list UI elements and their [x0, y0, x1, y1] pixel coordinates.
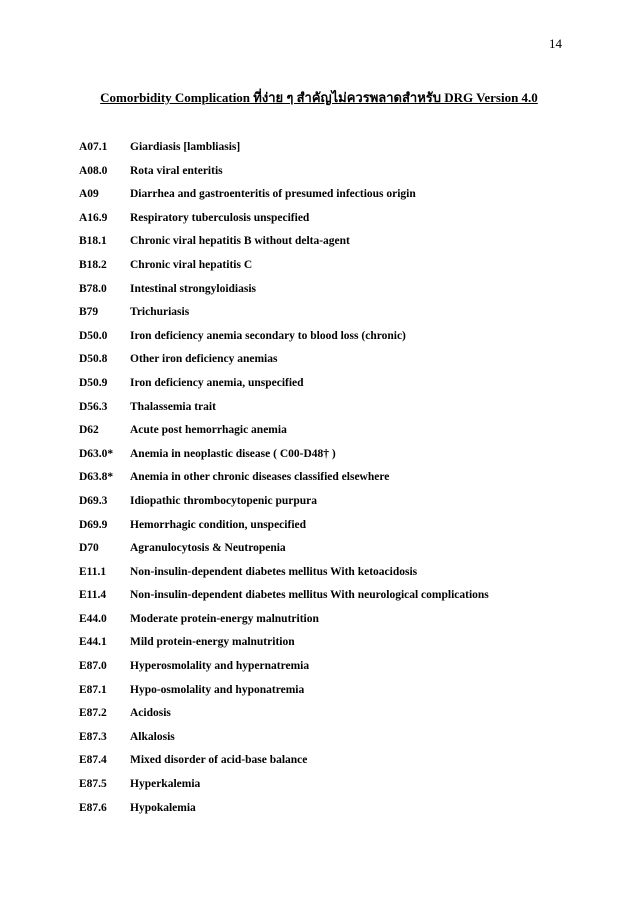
icd-code: D56.3 [79, 400, 108, 413]
diagnosis-description: Intestinal strongyloidiasis [130, 282, 256, 295]
icd-code: E11.1 [79, 565, 107, 578]
diagnosis-description: Hyperosmolality and hypernatremia [130, 660, 310, 673]
list-item [79, 259, 489, 283]
list-item [79, 283, 489, 307]
list-item [79, 306, 489, 330]
icd-code: E44.0 [79, 612, 107, 625]
list-item [79, 141, 489, 165]
icd-code: E87.2 [79, 707, 107, 720]
list-item [79, 778, 489, 802]
diagnosis-description: Respiratory tuberculosis unspecified [130, 211, 310, 224]
diagnosis-description: Acute post hemorrhagic anemia [130, 424, 287, 437]
diagnosis-description: Hyperkalemia [130, 778, 201, 791]
diagnosis-description: Giardiasis [lambliasis] [130, 141, 241, 153]
diagnosis-description: Rota viral enteritis [130, 164, 223, 177]
code-list [79, 141, 489, 825]
list-item [79, 212, 489, 236]
list-item [79, 495, 489, 519]
icd-code: D69.9 [79, 518, 108, 531]
list-item [79, 165, 489, 189]
icd-code: B78.0 [79, 282, 107, 295]
list-item [79, 519, 489, 543]
list-item [79, 424, 489, 448]
icd-code: E11.4 [79, 589, 107, 602]
icd-code: E87.0 [79, 660, 107, 673]
diagnosis-description: Anemia in other chronic diseases classified elsewhere [130, 471, 390, 484]
diagnosis-description: Diarrhea and gastroenteritis of presumed infectious origin [130, 188, 416, 201]
list-item [79, 589, 489, 613]
icd-code: D50.8 [79, 353, 108, 366]
icd-code: B18.1 [79, 235, 107, 248]
icd-code: E87.3 [79, 730, 107, 743]
list-item [79, 542, 489, 566]
diagnosis-description: Trichuriasis [130, 306, 190, 319]
diagnosis-description: Anemia in neoplastic disease ( C00-D48† ) [130, 447, 336, 460]
icd-code: A07.1 [79, 141, 108, 153]
diagnosis-description: Chronic viral hepatitis B without delta-agent [130, 235, 350, 248]
icd-code: D63.8* [79, 471, 114, 484]
icd-code: A16.9 [79, 211, 108, 224]
list-item [79, 636, 489, 660]
diagnosis-description: Hypo-osmolality and hyponatremia [130, 683, 305, 696]
icd-code: D62 [79, 424, 99, 437]
diagnosis-description: Chronic viral hepatitis C [130, 258, 253, 271]
list-item [79, 684, 489, 708]
diagnosis-description: Non-insulin-dependent diabetes mellitus With neurological complications [130, 589, 489, 602]
icd-code: D69.3 [79, 494, 108, 507]
icd-code: E87.6 [79, 801, 107, 814]
diagnosis-description: Other iron deficiency anemias [130, 353, 278, 366]
icd-code: A08.0 [79, 164, 108, 177]
list-item [79, 802, 489, 826]
icd-code: D50.0 [79, 329, 108, 342]
list-item [79, 471, 489, 495]
list-item [79, 330, 489, 354]
icd-code: D63.0* [79, 447, 114, 460]
list-item [79, 731, 489, 755]
list-item [79, 401, 489, 425]
icd-code: D70 [79, 542, 99, 555]
diagnosis-description: Agranulocytosis & Neutropenia [130, 542, 286, 555]
icd-code: E87.1 [79, 683, 107, 696]
icd-code: A09 [79, 188, 99, 201]
list-item [79, 754, 489, 778]
list-item [79, 707, 489, 731]
icd-code: B79 [79, 306, 99, 319]
diagnosis-description: Thalassemia trait [130, 400, 216, 413]
diagnosis-description: Iron deficiency anemia secondary to blood loss (chronic) [130, 329, 406, 342]
list-item [79, 235, 489, 259]
page-title: Comorbidity Complication ที่ง่าย ๆ สำคัญไม่ควรพลาดสำหรับ DRG Version 4.0 [100, 90, 538, 105]
list-item [79, 613, 489, 637]
list-item [79, 188, 489, 212]
diagnosis-description: Idiopathic thrombocytopenic purpura [130, 494, 318, 507]
diagnosis-description: Non-insulin-dependent diabetes mellitus With ketoacidosis [130, 565, 418, 578]
page-number: 14 [549, 36, 562, 51]
icd-code: E87.5 [79, 778, 107, 791]
diagnosis-description: Moderate protein-energy malnutrition [130, 612, 319, 625]
diagnosis-description: Mixed disorder of acid-base balance [130, 754, 308, 767]
diagnosis-description: Iron deficiency anemia, unspecified [130, 376, 304, 389]
icd-code: E87.4 [79, 754, 107, 767]
list-item [79, 566, 489, 590]
diagnosis-description: Alkalosis [130, 730, 175, 743]
diagnosis-description: Mild protein-energy malnutrition [130, 636, 295, 649]
diagnosis-description: Hypokalemia [130, 801, 196, 814]
list-item [79, 660, 489, 684]
icd-code: B18.2 [79, 258, 107, 271]
diagnosis-description: Acidosis [130, 707, 171, 720]
icd-code: E44.1 [79, 636, 107, 649]
icd-code: D50.9 [79, 376, 108, 389]
list-item [79, 353, 489, 377]
list-item [79, 377, 489, 401]
diagnosis-description: Hemorrhagic condition, unspecified [130, 518, 307, 531]
list-item [79, 448, 489, 472]
